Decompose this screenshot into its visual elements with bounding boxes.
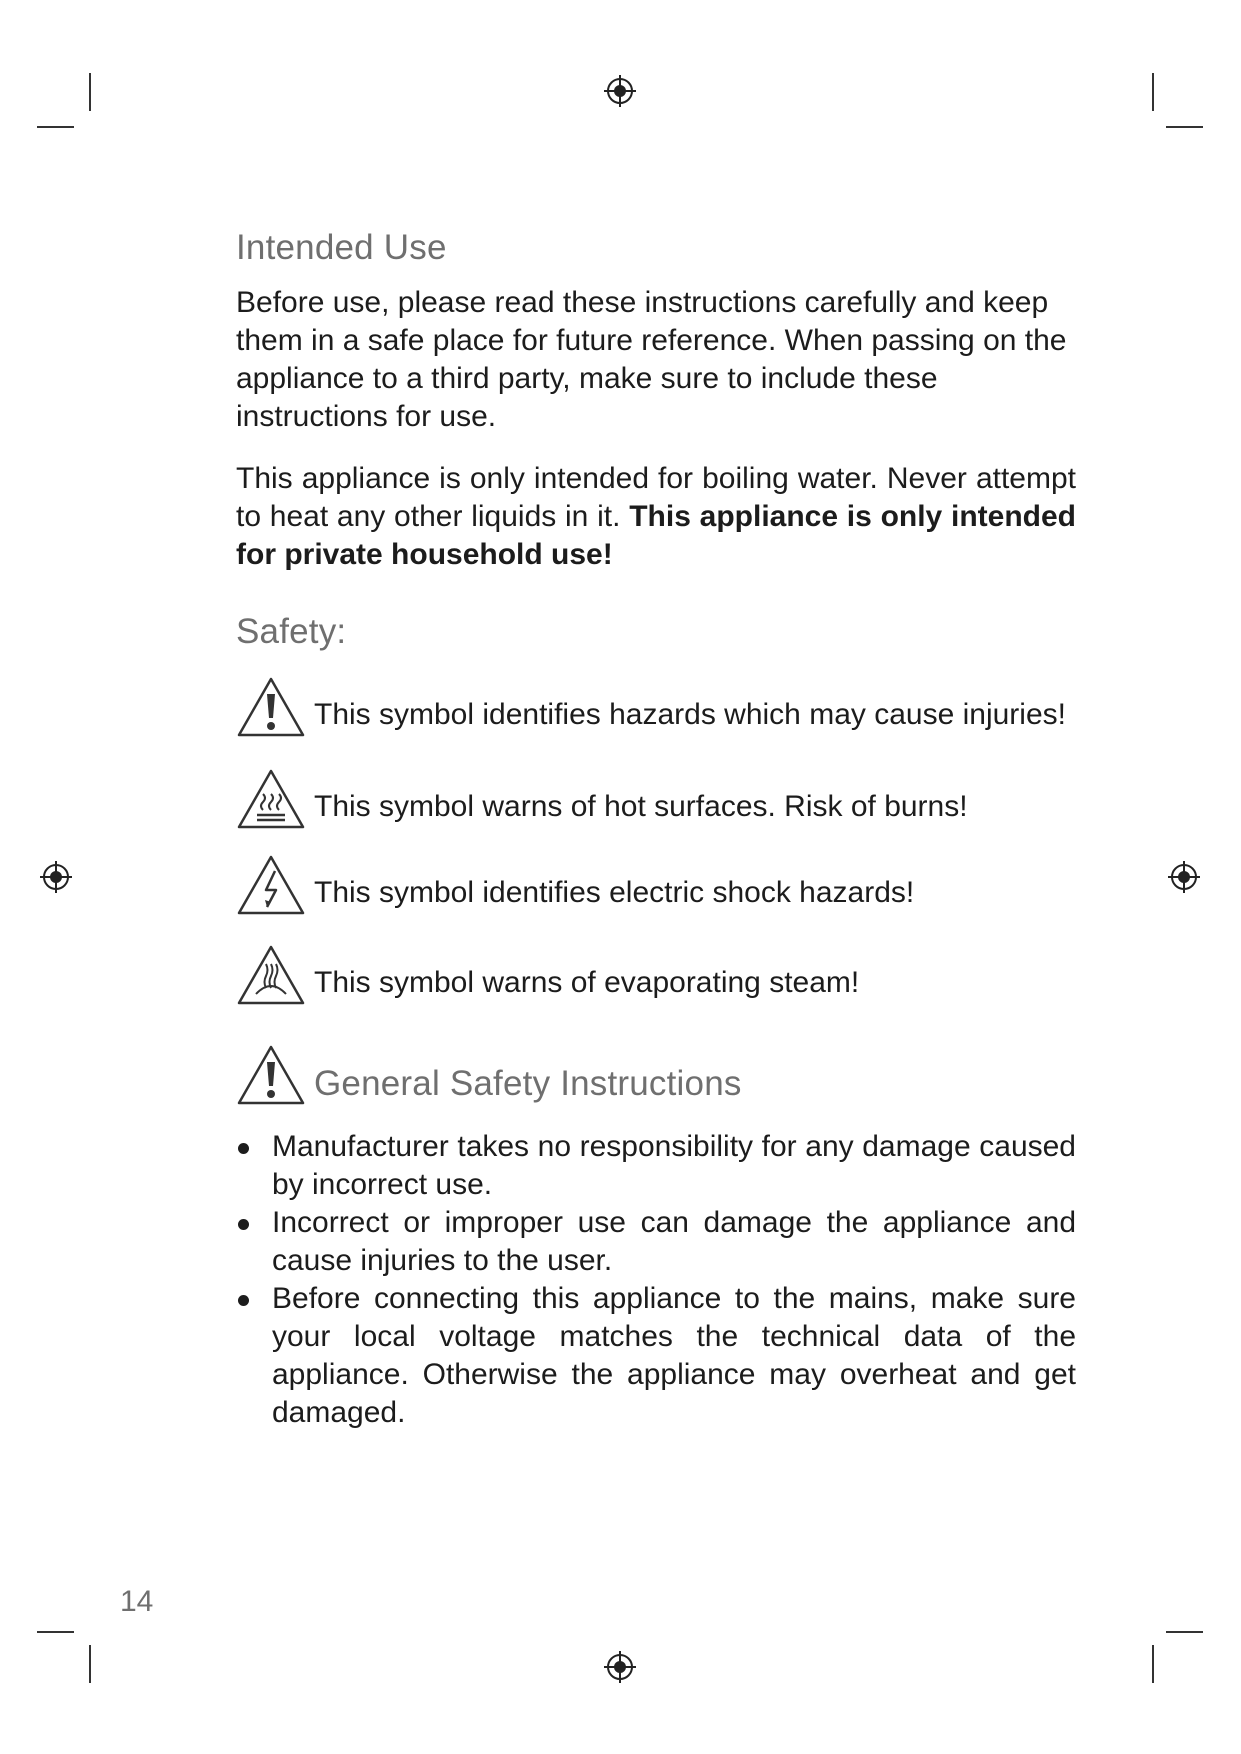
steam-warning-icon	[236, 944, 306, 1006]
intended-use-paragraph-1: Before use, please read these instructions carefully and keep them in a safe place for future reference. When passing on the appliance to a third party, make sure to include these instructions for use.	[236, 286, 1067, 433]
electric-shock-warning-icon	[236, 854, 306, 916]
crop-mark	[89, 73, 91, 111]
intended-use-paragraph-2-bold: This appliance is only intended for private household use!	[236, 500, 1077, 571]
safety-symbol-list	[236, 674, 1076, 1006]
crop-mark	[89, 1645, 91, 1683]
list-item: Manufacturer takes no responsibility for any damage caused by incorrect use.	[236, 1128, 1076, 1204]
list-item: Before connecting this appliance to the mains, make sure your local voltage matches the technical data of the appliance. Otherwise the appliance may overheat and get damaged.	[236, 1280, 1076, 1432]
safety-symbol-text: This symbol identifies electric shock hazards!	[314, 876, 915, 909]
hot-surface-warning-icon	[236, 768, 306, 830]
general-safety-bullet-list	[236, 1128, 1076, 1432]
crop-mark	[1152, 1645, 1154, 1683]
exclamation-warning-icon	[236, 676, 306, 738]
page-content	[236, 220, 1076, 1432]
registration-mark-icon	[603, 1650, 637, 1684]
general-safety-heading-row	[236, 1040, 1076, 1106]
crop-mark	[1166, 1631, 1203, 1633]
registration-mark-icon	[603, 74, 637, 108]
safety-heading: Safety:	[236, 612, 347, 651]
exclamation-warning-icon	[236, 1044, 306, 1106]
safety-symbol-row	[236, 942, 1076, 1006]
safety-symbol-text: This symbol warns of evaporating steam!	[314, 966, 860, 999]
safety-symbol-text: This symbol identifies hazards which may cause injuries!	[314, 698, 1066, 731]
intended-use-paragraph-2	[236, 460, 1076, 574]
page-number: 14	[120, 1585, 154, 1618]
registration-mark-icon	[1167, 860, 1201, 894]
safety-symbol-row	[236, 674, 1076, 738]
safety-symbol-row	[236, 766, 1076, 830]
crop-mark	[1166, 126, 1203, 128]
list-item: Incorrect or improper use can damage the appliance and cause injuries to the user.	[236, 1204, 1076, 1280]
intended-use-paragraph-2-regular: This appliance is only intended for boiling water. Never attempt to heat any other liquids in it.	[236, 462, 1076, 533]
crop-mark	[37, 126, 74, 128]
crop-mark	[37, 1631, 74, 1633]
intended-use-heading: Intended Use	[236, 228, 447, 267]
safety-symbol-text: This symbol warns of hot surfaces. Risk of burns!	[314, 790, 968, 823]
general-safety-heading: General Safety Instructions	[314, 1064, 742, 1103]
crop-mark	[1152, 73, 1154, 111]
safety-symbol-row	[236, 852, 1076, 916]
registration-mark-icon	[39, 860, 73, 894]
